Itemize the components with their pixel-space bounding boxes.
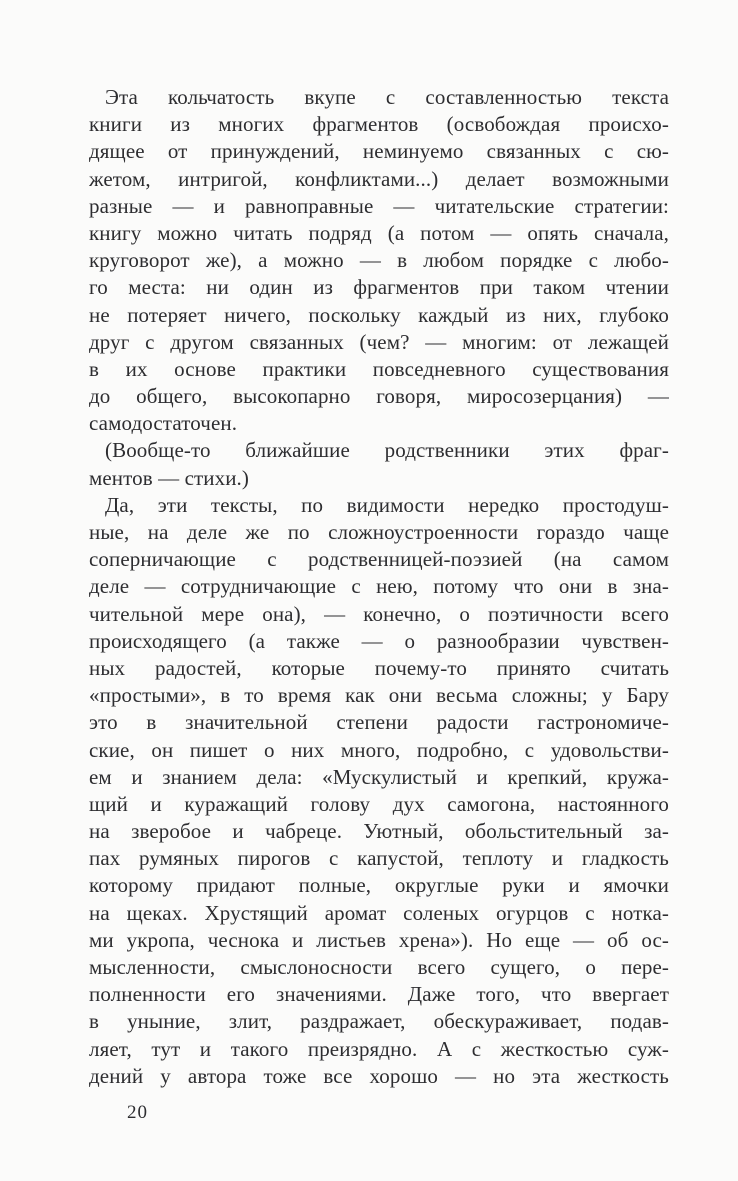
text-line: жетом, интригой, конфликтами...) делает возможными	[89, 166, 669, 191]
text-line: ем и знанием дела: «Мускулистый и крепкий, кружа-	[89, 764, 669, 789]
text-line: деле — сотрудничающие с нею, потому что они в зна-	[89, 574, 669, 599]
text-line: соперничающие с родственницей-поэзией (на самом	[89, 547, 669, 572]
text-line: ляет, тут и такого преизрядно. А с жесткостью суж-	[89, 1036, 669, 1061]
text-line: ские, он пишет о них много, подробно, с удовольстви-	[89, 737, 669, 762]
text-line: полненности его значениями. Даже того, что ввергает	[89, 982, 669, 1007]
text-line: ментов — стихи.)	[89, 465, 249, 490]
text-line: Эта кольчатость вкупе с составленностью текста	[105, 85, 669, 109]
text-line: не потеряет ничего, поскольку каждый из них, глубоко	[89, 302, 669, 327]
text-line: разные — и равноправные — читательские стратегии:	[89, 193, 669, 218]
text-line: Да, эти тексты, по видимости нередко простодуш-	[105, 492, 669, 517]
text-line: дящее от принуждений, неминуемо связанных с сю-	[89, 139, 669, 164]
text-line: до общего, высокопарно говоря, миросозерцания) —	[89, 384, 669, 409]
text-line: «простыми», в то время как они весьма сложны; у Бару	[89, 683, 669, 708]
text-line: в уныние, злит, раздражает, обескураживает, подав-	[89, 1009, 669, 1034]
text-line: щий и куражащий голову дух самогона, настоянного	[89, 791, 669, 816]
text-line: книгу можно читать подряд (а потом — опять сначала,	[89, 220, 669, 245]
text-line: в их основе практики повседневного существования	[89, 356, 669, 381]
text-line: го места: ни один из фрагментов при таком чтении	[89, 275, 669, 300]
text-line: на зверобое и чабреце. Уютный, обольстительный за-	[89, 819, 669, 844]
text-line: ные, на деле же по сложноустроенности гораздо чаще	[89, 520, 669, 544]
text-line: которому придают полные, округлые руки и ямочки	[89, 873, 669, 898]
text-line: самодостаточен.	[89, 411, 238, 436]
text-line: ных радостей, которые почему-то принято считать	[89, 655, 669, 680]
text-line: дений у автора тоже все хорошо — но эта жесткость	[89, 1063, 669, 1088]
text-line: происходящего (а также — о разнообразии чувствен-	[89, 628, 669, 653]
page-number: 20	[127, 1102, 148, 1123]
text-line: книги из многих фрагментов (освобождая происхо-	[89, 112, 669, 137]
text-line: пах румяных пирогов с капустой, теплоту и гладкость	[89, 846, 669, 871]
text-line: (Вообще-то ближайшие родственники этих фраг-	[105, 438, 669, 463]
text-line: ми укропа, чеснока и листьев хрена»). Но еще — об ос-	[89, 927, 669, 952]
text-line: круговорот же), а можно — в любом порядке с любо-	[89, 248, 669, 273]
text-line: мысленности, смыслоносности всего сущего, о пере-	[89, 955, 669, 979]
text-line: чительной мере она), — конечно, о поэтичности всего	[89, 601, 669, 626]
text-line: это в значительной степени радости гастрономиче-	[89, 710, 669, 735]
text-line: на щеках. Хрустящий аромат соленых огурцов с нотка-	[89, 900, 669, 925]
text-line: друг с другом связанных (чем? — многим: от лежащей	[89, 329, 669, 354]
text-block	[89, 84, 669, 1090]
